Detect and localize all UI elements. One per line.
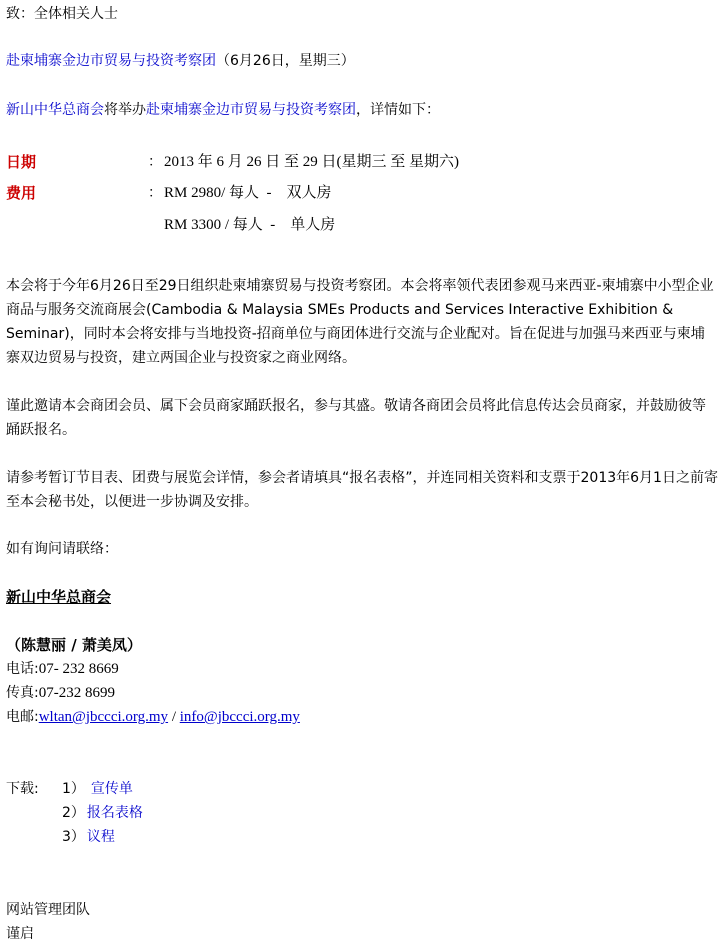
fee-single: RM 3300 / 每人 - 单人房 <box>164 217 336 233</box>
fee-colon: ： <box>148 185 162 201</box>
download-item-number: 2） <box>62 805 85 821</box>
download-item-3 <box>62 828 115 846</box>
downloads-label: 下载: <box>6 781 39 797</box>
event-heading <box>6 52 355 70</box>
body-paragraph-2: 谨此邀请本会商团会员、属下会员商家踊跃报名，参与其盛。敬请各商团会员将此信息传达会员商家，并鼓励彼等踊跃报名。 <box>6 398 706 438</box>
contact-names: （陈慧丽 / 萧美凤） <box>6 636 142 654</box>
fee-double: RM 2980/ 每人 - 双人房 <box>164 185 332 201</box>
email-separator: / <box>168 709 180 725</box>
signoff-team: 网站管理团队 <box>6 902 90 918</box>
download-item-1 <box>62 780 133 798</box>
download-link-flyer[interactable]: 宣传单 <box>90 781 133 797</box>
tel-label: 电话: <box>6 661 39 677</box>
event-title-suffix: （6月26日，星期三） <box>216 53 355 69</box>
date-value: 2013 年 6 月 26 日 至 29 日(星期三 至 星期六) <box>164 154 459 170</box>
download-item-2 <box>62 804 143 822</box>
body-paragraph-3: 请参考暂订节目表、团费与展览会详情，参会者请填具“报名表格”，并连同相关资料和支票于2013年6月1日之前寄至本会秘书处，以便进一步协调及安排。 <box>6 470 718 510</box>
email-label: 电邮: <box>6 709 39 725</box>
org-link[interactable]: 新山中华总商会 <box>6 102 104 118</box>
event-link[interactable]: 赴柬埔寨金边市贸易与投资考察团 <box>146 102 356 118</box>
fee-label: 费用 <box>6 184 37 202</box>
signoff-closing: 谨启 <box>6 926 34 942</box>
event-title-link[interactable]: 赴柬埔寨金边市贸易与投资考察团 <box>6 53 216 69</box>
email-link-2[interactable]: info@jbccci.org.my <box>179 709 300 725</box>
tel-line <box>6 660 119 678</box>
fax-line <box>6 684 115 702</box>
intro-end: ，详情如下： <box>356 102 440 118</box>
contact-intro: 如有询问请联络： <box>6 541 118 557</box>
greeting: 致：全体相关人士 <box>6 6 118 22</box>
download-link-agenda[interactable]: 议程 <box>86 829 115 845</box>
body-paragraph-1: 本会将于今年6月26日至29日组织赴柬埔寨贸易与投资考察团。本会将率领代表团参观马来西亚-柬埔寨中小型企业商品与服务交流商展会(Cambodia & Malaysia SMEs Products and Services Interactive Exhibition & Seminar)，同时本会将安排与当地投资-招商单位与商团体进行交流与企业配对。旨在促进与加强马来西亚与柬埔寨双边贸易与投资，建立两国企业与投资家之商业网络。 <box>6 278 714 366</box>
download-link-registration-form[interactable]: 报名表格 <box>86 805 143 821</box>
intro-mid: 将举办 <box>104 102 146 118</box>
fax-value: 07-232 8699 <box>38 685 115 701</box>
date-label: 日期 <box>6 153 37 171</box>
contact-org: 新山中华总商会 <box>6 588 112 606</box>
email-link-1[interactable]: wltan@jbccci.org.my <box>38 709 169 725</box>
intro-line <box>6 101 440 119</box>
download-item-number: 3） <box>62 829 85 845</box>
tel-value: 07- 232 8669 <box>38 661 119 677</box>
download-item-number: 1） <box>62 781 85 797</box>
email-line <box>6 708 300 726</box>
date-colon: ： <box>148 154 162 170</box>
fax-label: 传真: <box>6 685 39 701</box>
